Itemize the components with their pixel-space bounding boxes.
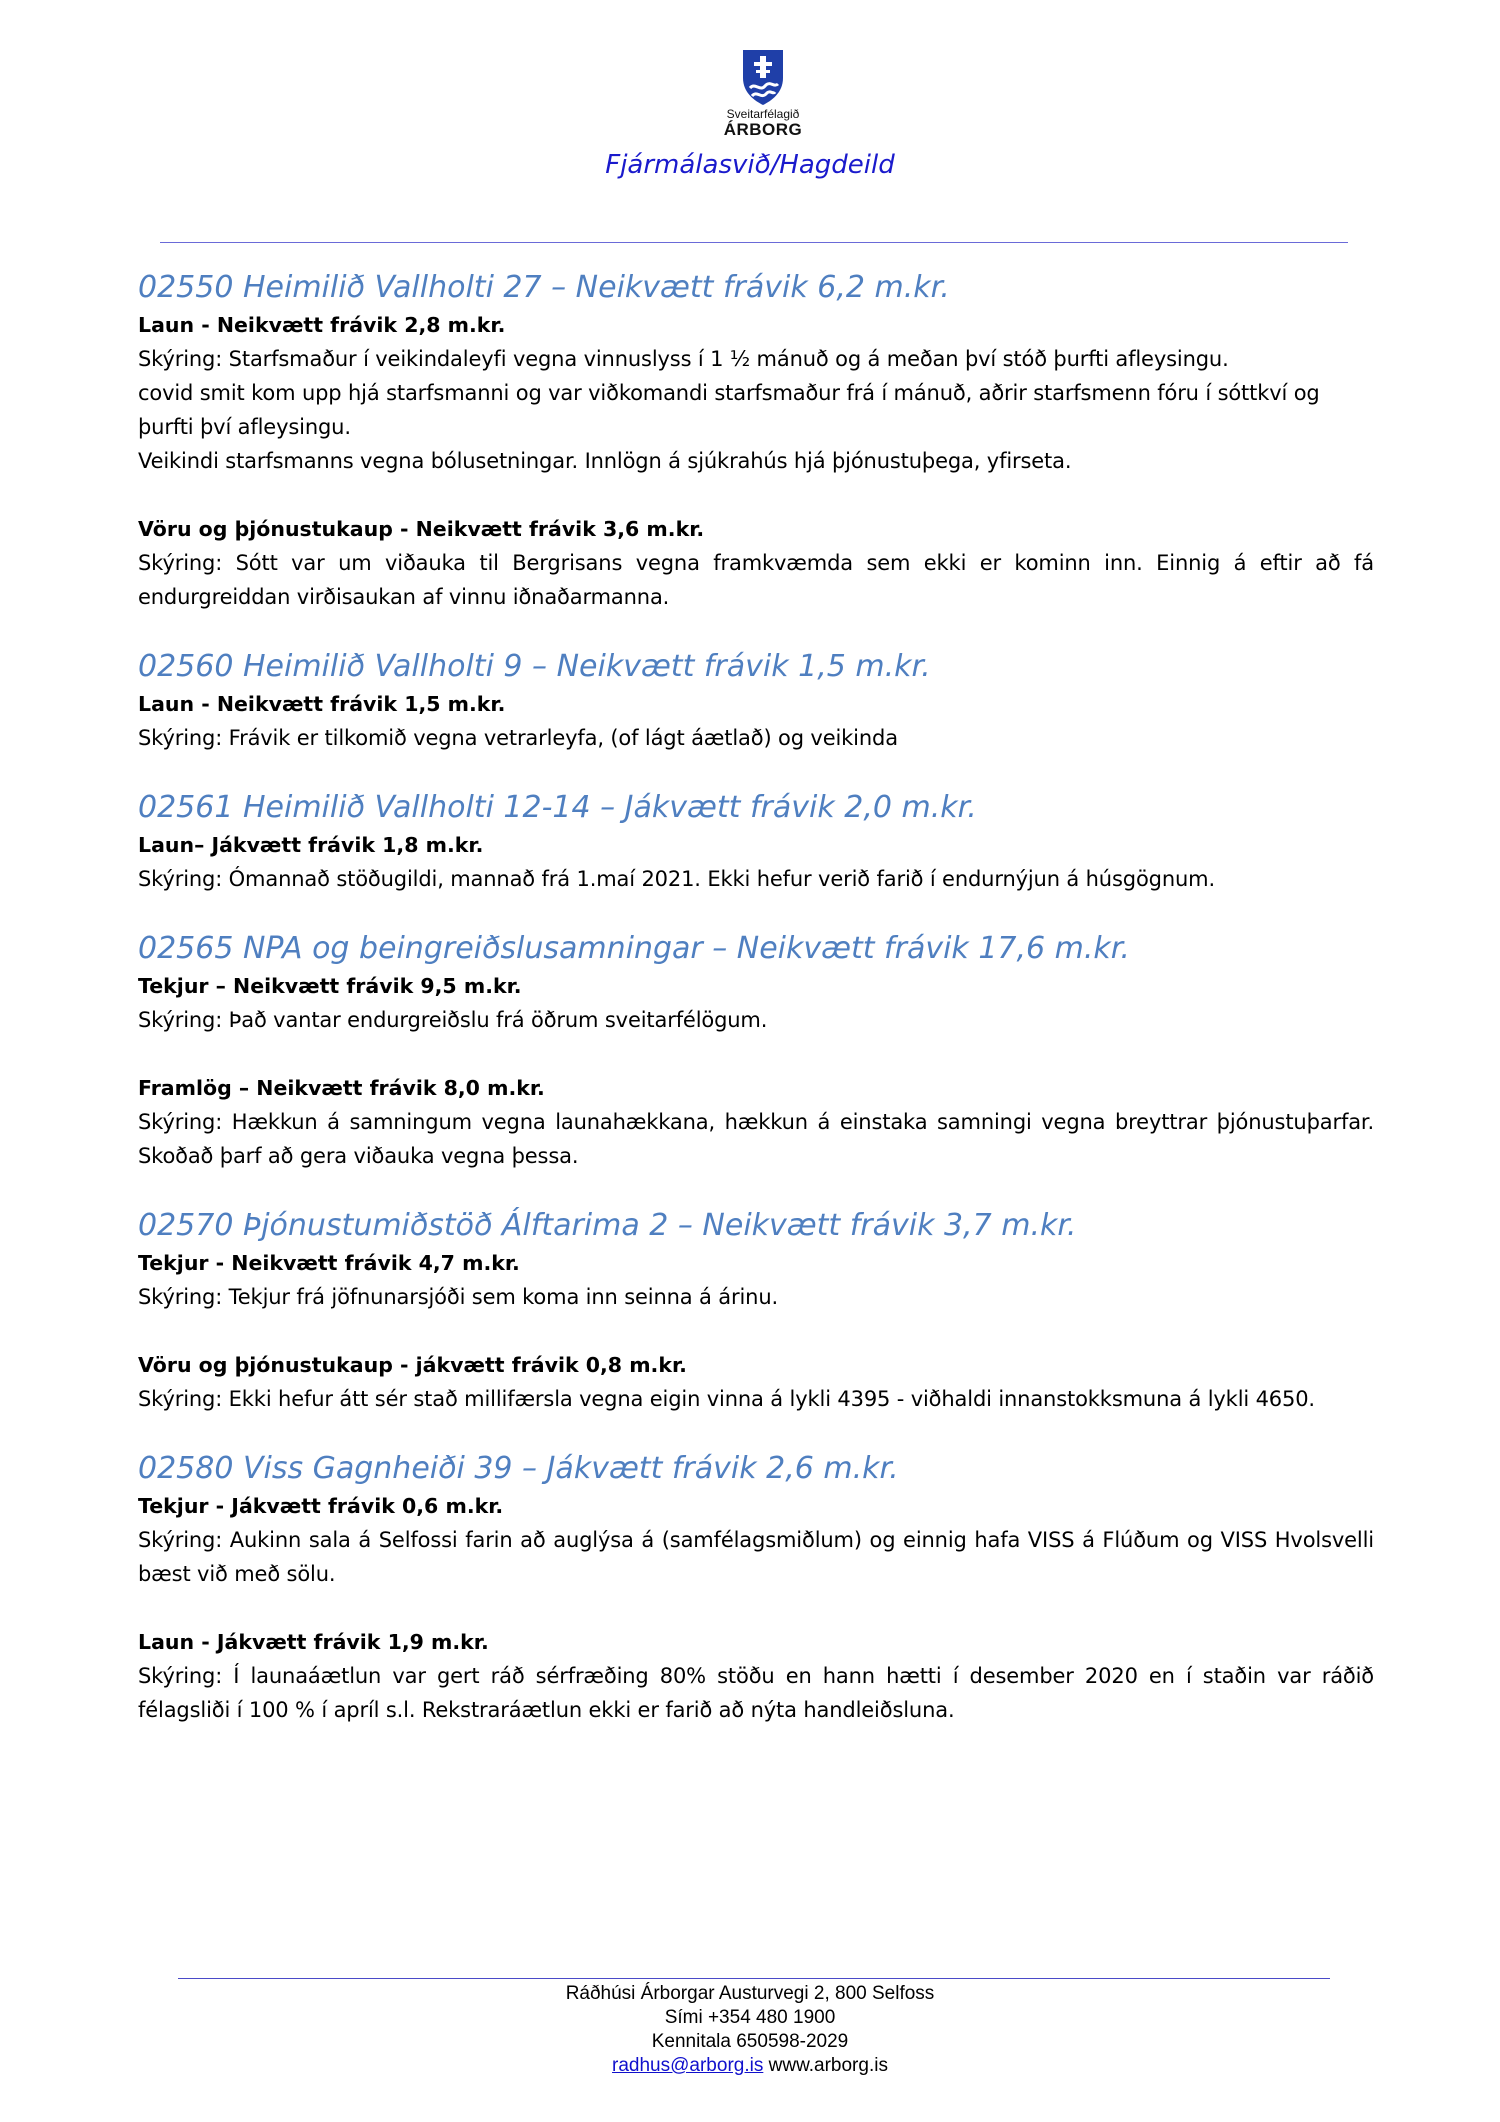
footer-phone: Sími +354 480 1900 [664,2007,836,2028]
section-02570 [138,1206,1374,1416]
explanation-line: Skýring: Starfsmaður í veikindaleyfi vegna vinnuslyss í 1 ½ mánuð og á meðan því stóð þurfti afleysingu. [138,347,1229,371]
footer-kennitala: Kennitala 650598-2029 [651,2031,849,2052]
section-heading: 02550 Heimilið Vallholti 27 – Neikvætt frávik 6,2 m.kr. [138,270,950,305]
section-02550 [138,268,1374,614]
explanation-line: Skýring: Sótt var um viðauka til Bergrisans vegna framkvæmda sem ekki er kominn inn. Einnig á eftir að fá endurgreiddan virðisaukan af vinnu iðnaðarmanna. [138,551,1374,609]
arborg-logo [718,48,808,138]
department-title: Fjármálasvið/Hagdeild [605,150,895,180]
explanation-line: Skýring: Hækkun á samningum vegna launahækkana, hækkun á einstaka samningi vegna breyttrar þjónustuþarfar. Skoðað þarf að gera viðauka vegna þessa. [138,1110,1374,1168]
explanation-line: covid smit kom upp hjá starfsmanni og var viðkomandi starfsmaður frá í mánuð, aðrir starfsmenn fóru í sóttkví og þurfti því afleysingu. [138,381,1320,439]
website-text: www.arborg.is [768,2055,888,2076]
coat-of-arms-icon [741,48,785,106]
explanation-line: Skýring: Ómannað stöðugildi, mannað frá 1.maí 2021. Ekki hefur verið farið í endurnýjun á húsgögnum. [138,867,1215,891]
item-subheading: Laun - Jákvætt frávik 1,9 m.kr. [138,1630,489,1654]
explanation-line: Skýring: Í launaáætlun var gert ráð sérfræðing 80% stöðu en hann hætti í desember 2020 en í staðin var ráðið félagsliði í 100 % í apríl s.l. Rekstraráætlun ekki er farið að nýta handleiðsluna. [138,1664,1374,1722]
section-02560 [138,647,1374,755]
explanation-line: Skýring: Tekjur frá jöfnunarsjóði sem koma inn seinna á árinu. [138,1285,778,1309]
item-subheading: Laun - Neikvætt frávik 1,5 m.kr. [138,692,506,716]
section-heading: 02561 Heimilið Vallholti 12-14 – Jákvætt frávik 2,0 m.kr. [138,790,977,825]
section-heading: 02565 NPA og beingreiðslusamningar – Neikvætt frávik 17,6 m.kr. [138,931,1130,966]
explanation-line: Skýring: Frávik er tilkomið vegna vetrarleyfa, (of lágt áætlað) og veikinda [138,726,898,750]
section-02580 [138,1449,1374,1727]
item-subheading: Vöru og þjónustukaup - Neikvætt frávik 3,6 m.kr. [138,517,705,541]
header-divider [160,242,1348,243]
logo-text-small: Sveitarfélagið [726,107,800,121]
item-subheading: Vöru og þjónustukaup - jákvætt frávik 0,8 m.kr. [138,1353,687,1377]
explanation-line: Veikindi starfsmanns vegna bólusetningar. Innlögn á sjúkrahús hjá þjónustuþega, yfirseta. [138,449,1072,473]
explanation-line: Skýring: Ekki hefur átt sér stað millifærsla vegna eigin vinna á lykli 4395 - viðhaldi innanstokksmuna á lykli 4650. [138,1387,1315,1411]
footer-divider [178,1978,1330,1979]
explanation-line: Skýring: Aukinn sala á Selfossi farin að auglýsa á (samfélagsmiðlum) og einnig hafa VISS á Flúðum og VISS Hvolsvelli bæst við með sölu. [138,1528,1374,1586]
logo-text-big: ÁRBORG [723,120,803,139]
item-subheading: Tekjur - Jákvætt frávik 0,6 m.kr. [138,1494,504,1518]
section-heading: 02580 Viss Gagnheiði 39 – Jákvætt frávik 2,6 m.kr. [138,1451,899,1486]
item-subheading: Tekjur – Neikvætt frávik 9,5 m.kr. [138,974,522,998]
footer-address: Ráðhúsi Árborgar Austurvegi 2, 800 Selfoss [565,1983,935,2004]
item-subheading: Tekjur - Neikvætt frávik 4,7 m.kr. [138,1251,520,1275]
section-02565 [138,929,1374,1173]
item-subheading: Framlög – Neikvætt frávik 8,0 m.kr. [138,1076,545,1100]
explanation-line: Skýring: Það vantar endurgreiðslu frá öðrum sveitarfélögum. [138,1008,768,1032]
section-02561 [138,788,1374,896]
section-heading: 02560 Heimilið Vallholti 9 – Neikvætt frávik 1,5 m.kr. [138,649,931,684]
item-subheading: Laun - Neikvætt frávik 2,8 m.kr. [138,313,506,337]
section-heading: 02570 Þjónustumiðstöð Álftarima 2 – Neikvætt frávik 3,7 m.kr. [138,1208,1077,1243]
footer-contact [0,2054,1500,2078]
footer [0,1982,1500,2078]
email-link[interactable]: radhus@arborg.is [612,2055,764,2076]
item-subheading: Laun– Jákvætt frávik 1,8 m.kr. [138,833,484,857]
report-body [138,268,1374,1727]
